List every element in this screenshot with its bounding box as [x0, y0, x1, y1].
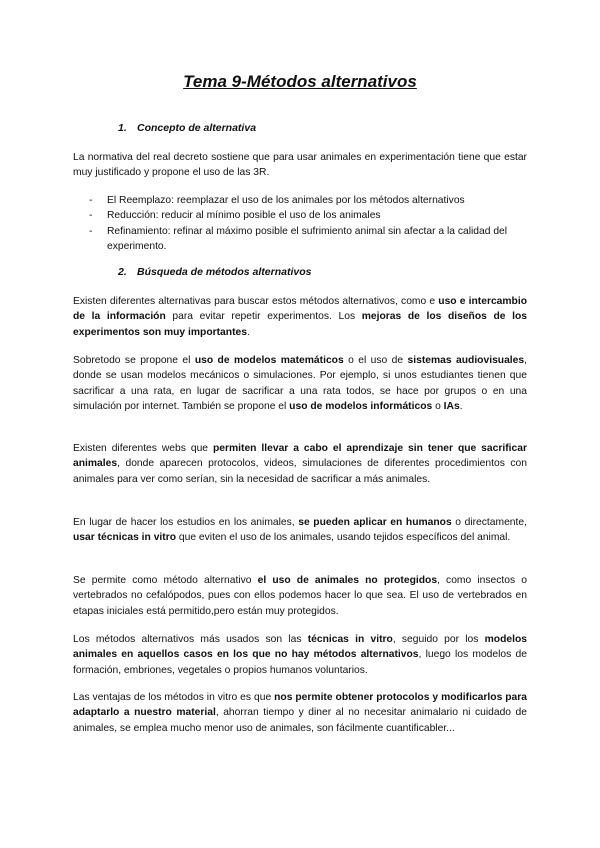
- list-item-text: Reducción: reducir al mínimo posible el uso de los animales: [107, 210, 381, 222]
- section-number: 2.: [118, 266, 127, 278]
- paragraph: Se permite como método alternativo el uso de animales no protegidos, como insectos o vertebrados no cefalópodos, pues con ellos podemos hacer lo que sea. El uso de vertebrados en etapas iniciales está permitido,pero están muy protegidos.: [73, 575, 528, 617]
- paragraph: Las ventajas de los métodos in vitro es que nos permite obtener protocolos y modificarlos para adaptarlo a nuestro material, ahorran tiempo y diner al no necesitar animalario ni cuidado de animales, se emplea mucho menor uso de animales, son fácilmente cuantificabler...: [73, 692, 527, 734]
- intro-paragraph: La normativa del real decreto sostiene que para usar animales en experimentación tiene que estar muy justificado y propone el uso de las 3R.: [73, 152, 527, 179]
- list-item-text: Refinamiento: refinar al máximo posible el sufrimiento animal sin afectar a la calidad del experimento.: [107, 225, 508, 253]
- three-r-list: [73, 193, 527, 255]
- paragraph: Existen diferentes webs que permiten llevar a cabo el aprendizaje sin tener que sacrificar animales, donde aparecen protocolos, videos, simulaciones de diferentes procedimientos con animales para ver como serían, sin la necesidad de sacrificar a más animales.: [73, 443, 527, 485]
- paragraph: Los métodos alternativos más usados son las técnicas in vitro, seguido por los modelos animales en aquellos casos en los que no hay métodos alternativos, luego los modelos de formación, embriones, vegetales o propios humanos voluntarios.: [73, 634, 527, 676]
- list-item: [73, 224, 527, 255]
- paragraph: Sobretodo se propone el uso de modelos matemáticos o el uso de sistemas audiovisuales, donde se usan modelos mecánicos o simulaciones. Por ejemplo, si unos estudiantes tienen que sacrificar a una rata, en lugar de sacrificar a una rata todos, se hace por grupos o en una simulación por internet. También se propone el uso de modelos informáticos o IAs.: [73, 355, 527, 413]
- paragraph: En lugar de hacer los estudios en los animales, se pueden aplicar en humanos o directamente, usar técnicas in vitro que eviten el uso de los animales, usando tejidos específicos del animal.: [73, 517, 527, 544]
- paragraph: Existen diferentes alternativas para buscar estos métodos alternativos, como e uso e intercambio de la información para evitar repetir experimentos. Los mejoras de los diseños de los experimentos son muy importantes.: [73, 296, 527, 338]
- list-item: [73, 208, 527, 223]
- section-number: 1.: [118, 122, 127, 134]
- list-item: [73, 193, 527, 208]
- section-title: Concepto de alternativa: [137, 122, 257, 134]
- list-item-text: El Reemplazo: reemplazar el uso de los animales por los métodos alternativos: [107, 195, 465, 206]
- section-title: Búsqueda de métodos alternativos: [137, 266, 312, 278]
- list-bullet: -: [89, 195, 93, 206]
- page-title: Tema 9-Métodos alternativos: [183, 72, 417, 91]
- list-bullet: -: [89, 210, 93, 222]
- list-bullet: -: [89, 225, 93, 237]
